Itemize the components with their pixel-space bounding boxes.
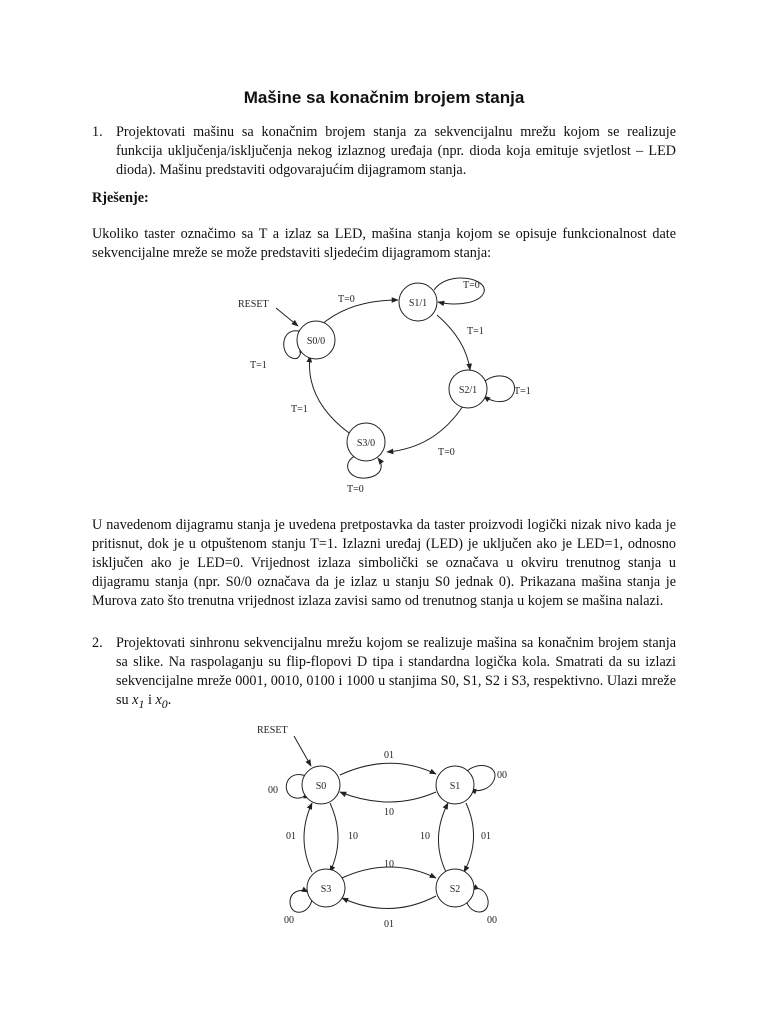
d2-edge-s1-s0	[340, 792, 436, 802]
d1-state-s3-label: S3/0	[356, 438, 376, 449]
d1-edge-s0-s1	[321, 300, 398, 325]
d1-label-s0-self: T=1	[250, 360, 267, 371]
d1-edge-s1-s2	[437, 315, 470, 370]
d2-label-s1-self: 00	[497, 770, 507, 781]
d2-label-s1-s2: 01	[481, 831, 491, 842]
d2-label-s3-s2: 10	[384, 859, 394, 870]
var-x1: $x_1$	[132, 692, 145, 711]
d1-state-s1-label: S1/1	[408, 298, 428, 309]
state-diagram-1	[238, 278, 531, 495]
d2-reset-label: RESET	[257, 725, 288, 736]
d2-label-s0-self: 00	[268, 785, 278, 796]
task-1-number: 1.	[92, 124, 103, 140]
d2-state-s2	[436, 869, 474, 907]
d1-edge-s2-s3	[387, 406, 463, 452]
task-1-text: Projektovati mašinu sa konačnim brojem stanja za sekvencijalnu mrežu kojom se realizuje funkcija uključenja/isključenja nekog izlaznog uređaja (npr. dioda koja emituje svjetlost – LED dioda). Mašinu predstaviti odgovarajućim dijagramom stanja.	[116, 124, 676, 178]
d1-label-s3-self: T=0	[347, 484, 364, 495]
d1-reset-arrow	[276, 308, 298, 326]
task-2-end: .	[167, 692, 172, 708]
d2-label-s2-s3: 01	[384, 919, 394, 930]
d1-state-s0	[297, 321, 335, 359]
d2-label-s0-s1: 01	[384, 750, 394, 761]
d1-state-s1	[399, 283, 437, 321]
d1-reset-label: RESET	[238, 299, 269, 310]
d2-label-s0-s3: 10	[348, 831, 358, 842]
d2-state-s2-label: S2	[449, 884, 461, 895]
d2-state-s1-label: S1	[449, 781, 461, 792]
intro-paragraph: Ukoliko taster označimo sa T a izlaz sa LED, mašina stanja kojom se opisuje funkcionalnost date sekvencijalne mreže se može predstaviti sljedećim dijagramom stanja:	[92, 226, 676, 261]
d2-label-s2-s1: 10	[420, 831, 430, 842]
var-x0: $x_0$	[155, 692, 168, 711]
task-2-number: 2.	[92, 635, 103, 651]
d1-state-s2-label: S2/1	[458, 385, 478, 396]
d2-edge-s1-s2	[464, 803, 474, 872]
d1-edge-s3-s0	[309, 356, 349, 433]
d2-state-s3-label: S3	[320, 884, 332, 895]
d2-label-s1-s0: 10	[384, 807, 394, 818]
d1-label-s3-s0: T=1	[291, 404, 308, 415]
d2-edge-s0-s1	[340, 763, 436, 775]
d2-state-s0	[302, 766, 340, 804]
d2-reset-arrow	[294, 736, 311, 766]
d2-edge-s3-s0	[304, 803, 312, 872]
task-2-conj: i	[144, 692, 156, 708]
state-diagram-2	[257, 725, 507, 930]
d1-label-s2-s3: T=0	[438, 447, 455, 458]
task-2-body: Projektovati sinhronu sekvencijalnu mrežu kojom se realizuje mašina sa konačnim brojem stanja sa slike. Na raspolaganju su flip-flopovi D tipa i standardna logička kola. Smatrati da su izlazi sekvencijalne mreže 0001, 0010, 0100 i 1000 u stanjima S0, S1, S2 i S3, respektivno. Ulazi mreže su	[116, 635, 676, 708]
d2-edge-s0-s3	[330, 803, 338, 872]
page-title: Mašine sa konačnim brojem stanja	[243, 88, 525, 107]
d1-state-s2	[449, 370, 487, 408]
d1-loop-s2	[484, 376, 515, 402]
d2-state-s0-label: S0	[315, 781, 327, 792]
explanation-paragraph: U navedenom dijagramu stanja je uvedena pretpostavka da taster proizvodi logički nizak nivo kada je pritisnut, dok je u otpuštenom stanju T=1. Izlazni uređaj (LED) je uključen ako je LED=1, odnosno isključen ako je LED=0. Vrijednost izlaza simbolički se označava u okviru trenutnog stanja u dijagramu stanja (npr. S0/0 označava da je izlaz u stanju S0 jednak 0). Prikazana mašina stanja je Murova zato što trenutna vrijednost izlaza zavisi samo od trenutnog stanja u kojem se mašina nalazi.	[92, 517, 676, 609]
d2-state-s3	[307, 869, 345, 907]
d2-edge-s2-s3	[342, 896, 436, 909]
d2-label-s3-s0: 01	[286, 831, 296, 842]
solution-heading: Rješenje:	[92, 190, 149, 206]
d1-state-s0-label: S0/0	[306, 336, 326, 347]
d1-label-s2-self: T=1	[514, 386, 531, 397]
d2-label-s3-self: 00	[284, 915, 294, 926]
d1-state-s3	[347, 423, 385, 461]
d2-state-s1	[436, 766, 474, 804]
d1-label-s1-s2: T=1	[467, 326, 484, 337]
d1-label-s0-s1: T=0	[338, 294, 355, 305]
d2-label-s2-self: 00	[487, 915, 497, 926]
d2-edge-s2-s1	[438, 803, 448, 872]
d1-label-s1-self: T=0	[463, 280, 480, 291]
